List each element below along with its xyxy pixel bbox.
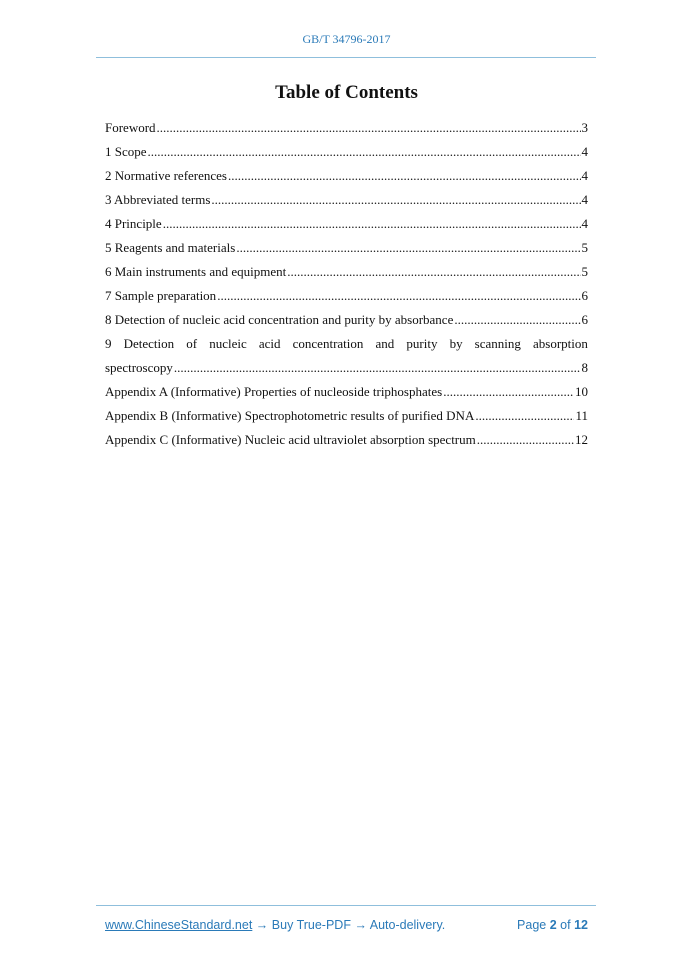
toc-entry-appendix-c[interactable] [105, 428, 588, 452]
toc-entry-page: 4 [581, 216, 588, 231]
toc-entry-reagents[interactable] [105, 236, 588, 260]
dot-leader [475, 404, 574, 428]
toc-word: of [186, 336, 198, 351]
buy-pdf-text: Buy True-PDF [271, 918, 351, 932]
footer-divider [96, 905, 596, 906]
toc-entry-label: Appendix A (Informative) Properties of nucleoside triphosphates [105, 384, 443, 399]
toc-entry-label: 2 Normative references [105, 168, 227, 183]
toc-entry-label: Foreword [105, 120, 156, 135]
toc-entry-scanning-spectroscopy[interactable] [105, 332, 588, 380]
page-word: Page [517, 918, 547, 932]
toc-word: purity [406, 336, 438, 351]
arrow-right-icon: → [354, 918, 367, 932]
page-total: 12 [574, 918, 588, 932]
toc-entry-abbreviated-terms[interactable] [105, 188, 588, 212]
toc-word: absorption [533, 336, 588, 351]
toc-entry-label: Appendix B (Informative) Spectrophotometric results of purified DNA [105, 408, 475, 423]
toc-entry-page: 12 [575, 432, 588, 447]
toc-word: scanning [474, 336, 521, 351]
toc-entry-page: 8 [581, 360, 588, 375]
dot-leader [236, 236, 580, 260]
toc-entry-page: 5 [581, 264, 588, 279]
footer-promo [105, 918, 445, 932]
toc-word: 9 [105, 336, 112, 351]
header-divider [96, 57, 596, 58]
toc-word: Detection [123, 336, 175, 351]
toc-entry-page: 3 [581, 120, 588, 135]
dot-leader [443, 380, 574, 404]
dot-leader [174, 356, 581, 380]
toc-entry-page: 6 [581, 288, 588, 303]
arrow-right-icon: → [255, 918, 269, 932]
toc-word: concentration [292, 336, 364, 351]
toc-entry-label-line1 [105, 332, 588, 356]
toc-entry-label: 5 Reagents and materials [105, 240, 236, 255]
dot-leader [477, 428, 574, 452]
toc-word: by [449, 336, 463, 351]
toc-entry-label: 4 Principle [105, 216, 162, 231]
toc-word: nucleic [209, 336, 247, 351]
dot-leader [287, 260, 580, 284]
toc-entry-label: 6 Main instruments and equipment [105, 264, 287, 279]
dot-leader [157, 116, 581, 140]
toc-entry-label-line2 [105, 356, 588, 380]
toc-entry-appendix-b[interactable] [105, 404, 588, 428]
website-link[interactable]: www.ChineseStandard.net [105, 918, 253, 932]
toc-entry-page: 11 [575, 408, 588, 423]
toc-entry-label: 3 Abbreviated terms [105, 192, 211, 207]
toc-entry-label: Appendix C (Informative) Nucleic acid ultraviolet absorption spectrum [105, 432, 476, 447]
toc-entry-page: 6 [581, 312, 588, 327]
auto-delivery-text: Auto-delivery. [369, 918, 446, 932]
dot-leader [217, 284, 580, 308]
toc-entry-absorbance-detection[interactable] [105, 308, 588, 332]
dot-leader [163, 212, 581, 236]
page-of: of [560, 918, 571, 932]
toc-entry-page: 10 [575, 384, 588, 399]
toc-word: acid [258, 336, 281, 351]
toc-entry-normative-references[interactable] [105, 164, 588, 188]
toc-entry-label: 7 Sample preparation [105, 288, 217, 303]
dot-leader [454, 308, 580, 332]
dot-leader [211, 188, 580, 212]
page-indicator [517, 918, 588, 932]
toc-entry-principle[interactable] [105, 212, 588, 236]
toc-entry-scope[interactable] [105, 140, 588, 164]
toc-entry-page: 5 [581, 240, 588, 255]
toc-entry-appendix-a[interactable] [105, 380, 588, 404]
toc-entry-page: 4 [581, 192, 588, 207]
page-current: 2 [549, 918, 557, 932]
dot-leader [148, 140, 581, 164]
toc-entry-label: spectroscopy [105, 360, 173, 375]
toc-word: and [375, 336, 395, 351]
toc-entry-page: 4 [581, 144, 588, 159]
toc-title: Table of Contents [275, 82, 418, 103]
page-footer [105, 918, 588, 932]
toc-entry-page: 4 [581, 168, 588, 183]
toc-entry-label: 8 Detection of nucleic acid concentration and purity by absorbance [105, 312, 454, 327]
toc-entry-instruments[interactable] [105, 260, 588, 284]
toc-list [105, 116, 588, 452]
toc-entry-sample-preparation[interactable] [105, 284, 588, 308]
document-header-code: GB/T 34796-2017 [302, 32, 391, 46]
toc-entry-foreword[interactable] [105, 116, 588, 140]
dot-leader [228, 164, 581, 188]
toc-entry-label: 1 Scope [105, 144, 147, 159]
